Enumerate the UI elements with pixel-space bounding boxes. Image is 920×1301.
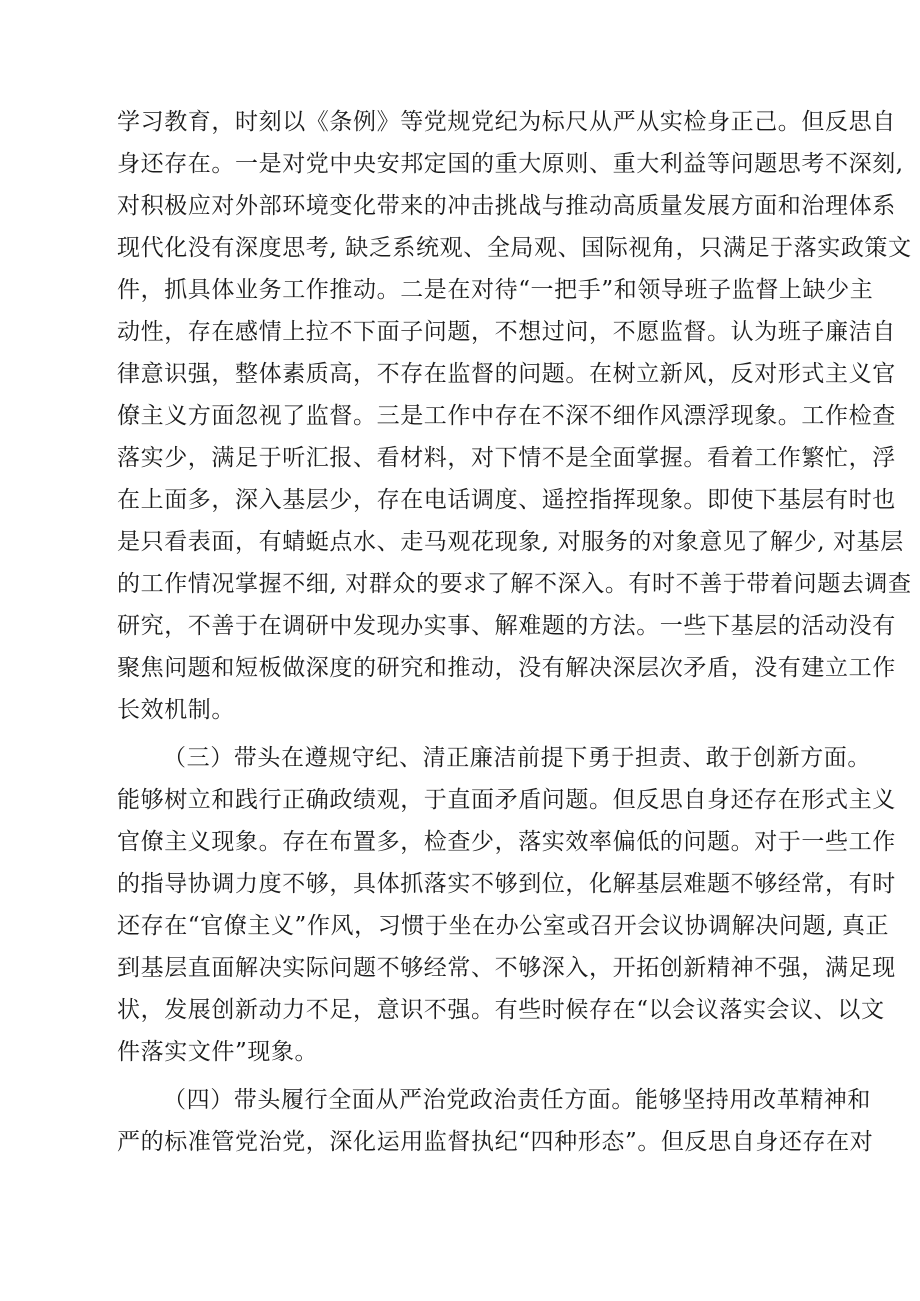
text-line: 长效机制。 (117, 697, 235, 723)
text-line: 到基层直面解决实际问题不够经常、不够深入，开拓创新精神不强，满足现 (117, 955, 896, 981)
text-line: 现代化没有深度思考, 缺乏系统观、全局观、国际视角，只满足于落实政策文 (117, 235, 912, 261)
text-line: 的工作情况掌握不细, 对群众的要求了解不深入。有时不善于带着问题去调查 (117, 571, 912, 597)
text-line: 聚焦问题和短板做深度的研究和推动，没有解决深层次矛盾，没有建立工作 (117, 655, 896, 681)
text-line: 学习教育，时刻以《条例》等党规党纪为标尺从严从实检身正己。但反思自 (117, 109, 896, 135)
text-line: 官僚主义现象。存在布置多，检查少，落实效率偏低的问题。对于一些工作 (117, 829, 896, 855)
text-line: 是只看表面，有蜻蜓点水、走马观花现象, 对服务的对象意见了解少, 对基层 (117, 529, 904, 555)
text-line: 对积极应对外部环境变化带来的冲击挑战与推动高质量发展方面和治理体系 (117, 193, 896, 219)
text-line: 的指导协调力度不够，具体抓落实不够到位，化解基层难题不够经常，有时 (117, 871, 896, 897)
text-line: 在上面多，深入基层少，存在电话调度、遥控指挥现象。即使下基层有时也 (117, 487, 896, 513)
section-heading-four: （四）带头履行全面从严治党政治责任方面。能够坚持用改革精神和 (163, 1087, 871, 1113)
section-heading-three: （三）带头在遵规守纪、清正廉洁前提下勇于担责、敢于创新方面。 (163, 745, 871, 771)
text-line: 落实少，满足于听汇报、看材料，对下情不是全面掌握。看着工作繁忙，浮 (117, 445, 896, 471)
text-line: 身还存在。一是对党中央安邦定国的重大原则、重大利益等问题思考不深刻, (117, 151, 904, 177)
text-line: 状，发展创新动力不足，意识不强。有些时候存在“以会议落实会议、以文 (117, 997, 885, 1023)
text-line: 件，抓具体业务工作推动。二是在对待“一把手”和领导班子监督上缺少主 (117, 277, 874, 303)
text-line: 还存在“官僚主义”作风，习惯于坐在办公室或召开会议协调解决问题, 真正 (117, 913, 890, 939)
text-line: 件落实文件”现象。 (117, 1039, 319, 1065)
text-line: 研究，不善于在调研中发现办实事、解难题的方法。一些下基层的活动没有 (117, 613, 896, 639)
text-line: 律意识强，整体素质高，不存在监督的问题。在树立新风，反对形式主义官 (117, 361, 896, 387)
text-line: 能够树立和践行正确政绩观，于直面矛盾问题。但反思自身还存在形式主义 (117, 787, 896, 813)
text-line: 动性，存在感情上拉不下面子问题，不想过问，不愿监督。认为班子廉洁自 (117, 319, 896, 345)
text-line: 严的标准管党治党，深化运用监督执纪“四种形态”。但反思自身还存在对 (117, 1129, 874, 1155)
text-line: 僚主义方面忽视了监督。三是工作中存在不深不细作风漂浮现象。工作检查 (117, 403, 896, 429)
